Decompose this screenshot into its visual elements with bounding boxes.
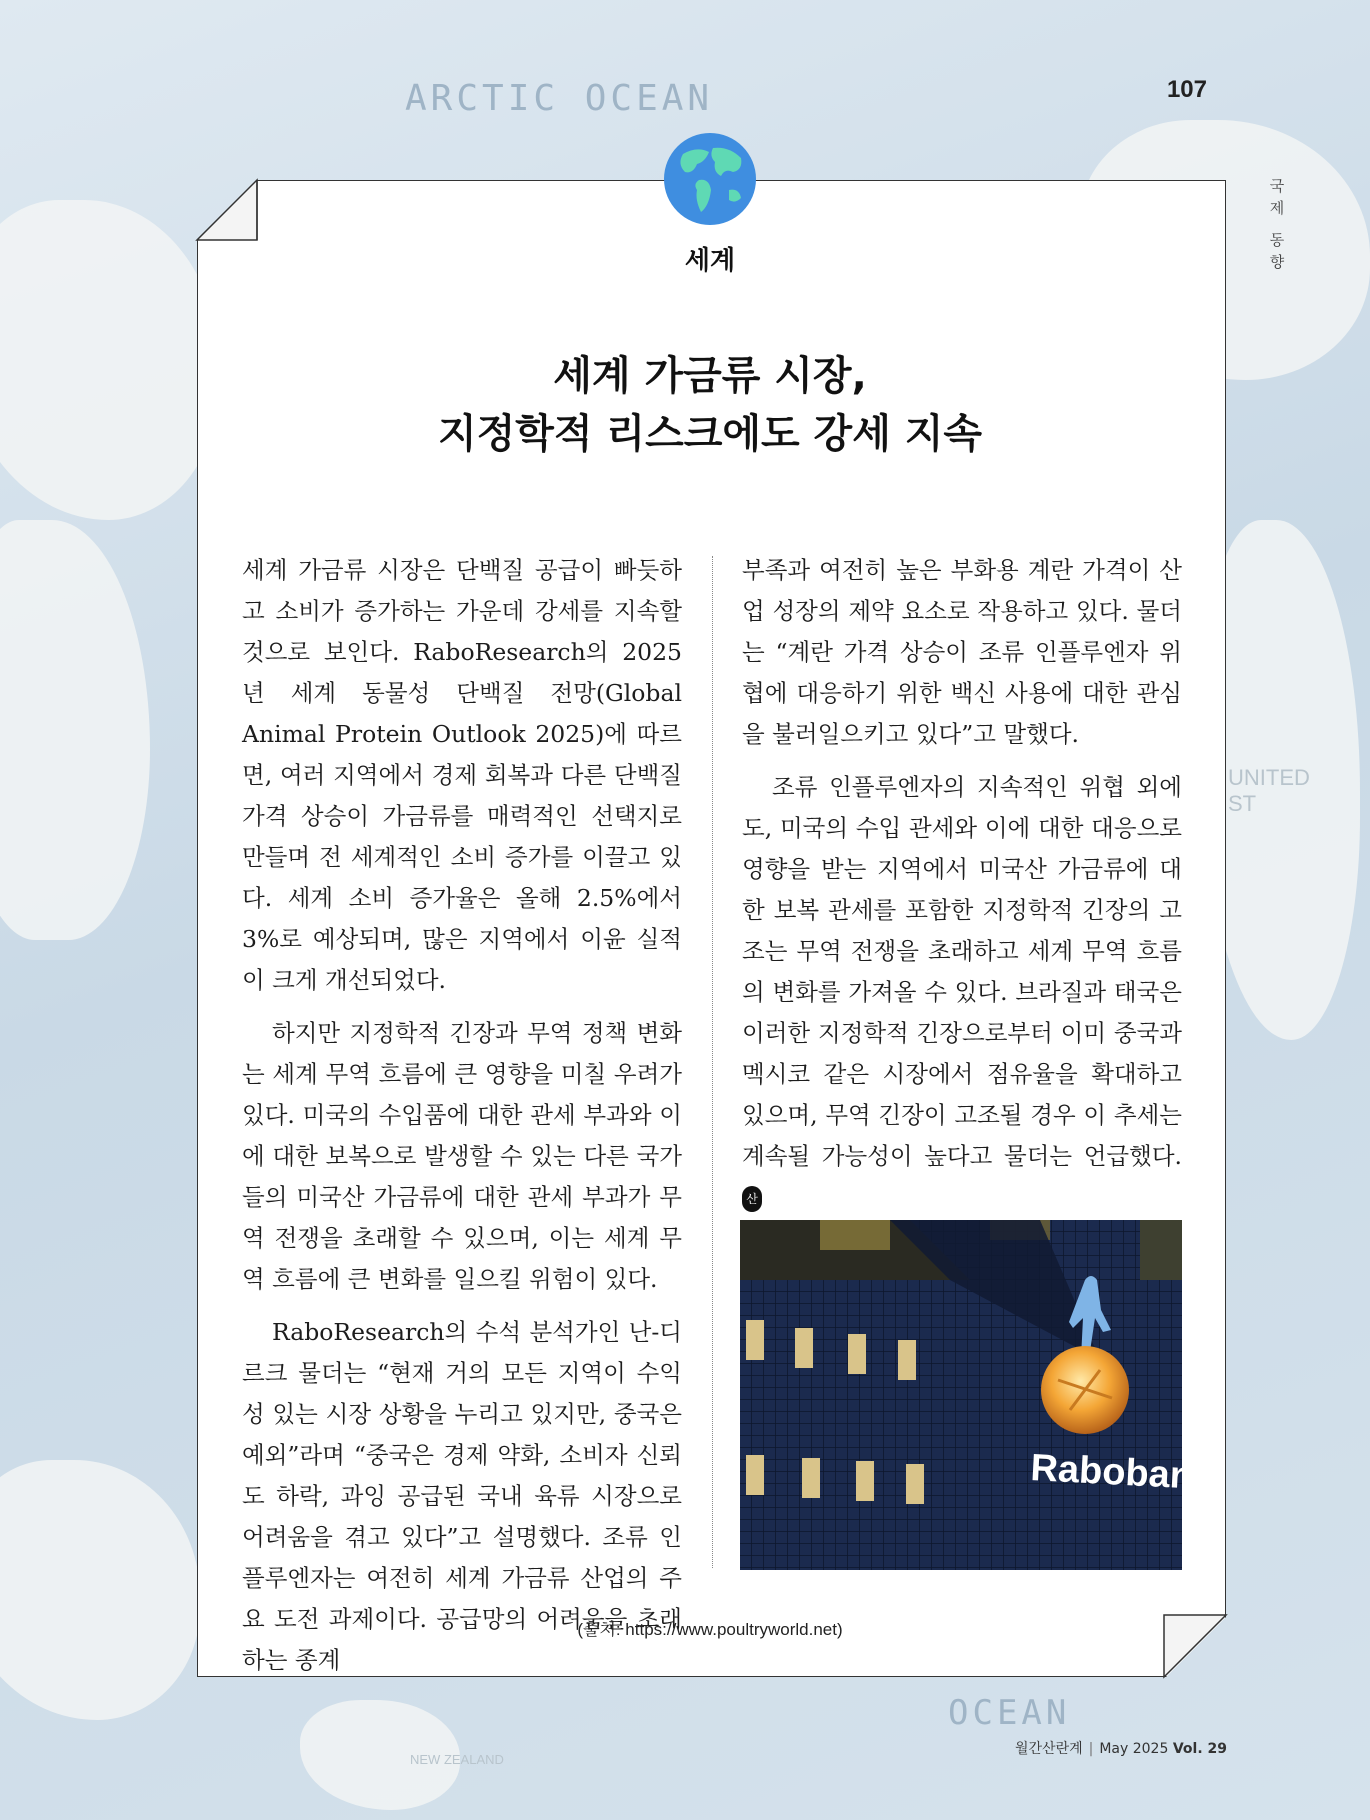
map-landmass <box>0 520 150 940</box>
article-title <box>250 347 1170 463</box>
source-citation: (출처: https://www.poultryworld.net) <box>577 1620 843 1639</box>
map-label-arctic-ocean: ARCTIC OCEAN <box>405 78 714 119</box>
paragraph: 부족과 여전히 높은 부화용 계란 가격이 산업 성장의 제약 요소로 작용하고 있다. 물더는 “계란 가격 상승이 조류 인플루엔자 위협에 대응하기 위한 백신 사용에 대한 관심을 불러일으키고 있다”고 말했다. <box>742 556 1182 748</box>
paragraph: 세계 가금류 시장은 단백질 공급이 빠듯하고 소비가 증가하는 가운데 강세를 지속할 것으로 보인다. RaboResearch의 2025년 세계 동물성 단백질 전망(Global Animal Protein Outlook 2025)에 따르면, 여러 지역에서 경제 회복과 다른 단백질 가격 상승이 가금류를 매력적인 선택지로 만들며 전 세계적인 소비 증가를 이끌고 있다. 세계 소비 증가율은 올해 2.5%에서 3%로 예상되며, 많은 지역에서 이윤 실적이 크게 개선되었다. <box>242 556 682 994</box>
column-divider <box>712 556 713 1568</box>
section-side-label <box>1265 175 1289 273</box>
title-line-1: 세계 가금류 시장, <box>553 353 867 399</box>
globe-icon <box>663 132 757 226</box>
section-side-gap <box>1265 219 1289 229</box>
page-footer <box>1015 1738 1227 1758</box>
footer-issue: May 2025 <box>1099 1741 1169 1757</box>
page-fold-top-left <box>197 180 257 240</box>
title-line-2: 지정학적 리스크에도 강세 지속 <box>437 411 983 457</box>
section-side-char: 국 <box>1269 177 1285 195</box>
footer-separator: | <box>1088 1741 1094 1757</box>
map-label-united-states: UNITED ST <box>1228 765 1310 816</box>
article-column-left <box>242 550 682 1693</box>
footer-volume: Vol. 29 <box>1172 1741 1227 1757</box>
map-label-ocean: OCEAN <box>948 1693 1071 1733</box>
map-landmass <box>0 1460 200 1720</box>
rabobank-sign-text: Rabobank <box>1029 1447 1216 1499</box>
article-column-right <box>742 550 1182 1230</box>
section-side-char: 향 <box>1269 253 1285 271</box>
page-fold-bottom-right <box>1164 1615 1226 1677</box>
page-number: 107 <box>1166 76 1207 103</box>
section-side-char: 제 <box>1269 199 1285 217</box>
paragraph: RaboResearch의 수석 분석가인 난-디르크 물더는 “현재 거의 모든 지역이 수익성 있는 시장 상황을 누리고 있지만, 중국은 예외”라며 “중국은 경제 약화, 소비자 신뢰도 하락, 과잉 공급된 국내 육류 시장으로 어려움을 겪고 있다”고 설명했다. 조류 인플루엔자는 여전히 세계 가금류 산업의 주요 도전 과제이다. 공급망의 어려움을 초래하는 종계 <box>242 1318 682 1674</box>
rabobank-building-photo <box>740 1220 1216 1570</box>
paragraph: 하지만 지정학적 긴장과 무역 정책 변화는 세계 무역 흐름에 큰 영향을 미칠 우려가 있다. 미국의 수입품에 대한 관세 부과와 이에 대한 보복으로 발생할 수 있는 다른 국가들의 미국산 가금류에 대한 관세 부과가 무역 전쟁을 초래할 수 있으며, 이는 세계 무역 흐름에 큰 변화를 일으킬 위험이 있다. <box>242 1019 682 1293</box>
category-label: 세계 <box>684 246 736 276</box>
footer-magazine: 월간산란계 <box>1015 1741 1083 1757</box>
paragraph-text: 조류 인플루엔자의 지속적인 위협 외에도, 미국의 수입 관세와 이에 대한 대응으로 영향을 받는 지역에서 미국산 가금류에 대한 보복 관세를 포함한 지정학적 긴장의 고조는 무역 전쟁을 초래하고 세계 무역 흐름의 변화를 가져올 수 있다. 브라질과 태국은 이러한 지정학적 긴장으로부터 이미 중국과 멕시코 같은 시장에서 점유율을 확대하고 있으며, 무역 긴장이 고조될 경우 이 추세는 계속될 가능성이 높다고 물더는 언급했다. <box>742 773 1182 1170</box>
map-landmass <box>0 200 220 520</box>
end-mark-icon: 산 <box>742 1186 762 1212</box>
paragraph-last <box>742 767 1182 1218</box>
section-side-char: 동 <box>1269 231 1285 249</box>
map-label-new-zealand: NEW ZEALAND <box>410 1752 504 1767</box>
